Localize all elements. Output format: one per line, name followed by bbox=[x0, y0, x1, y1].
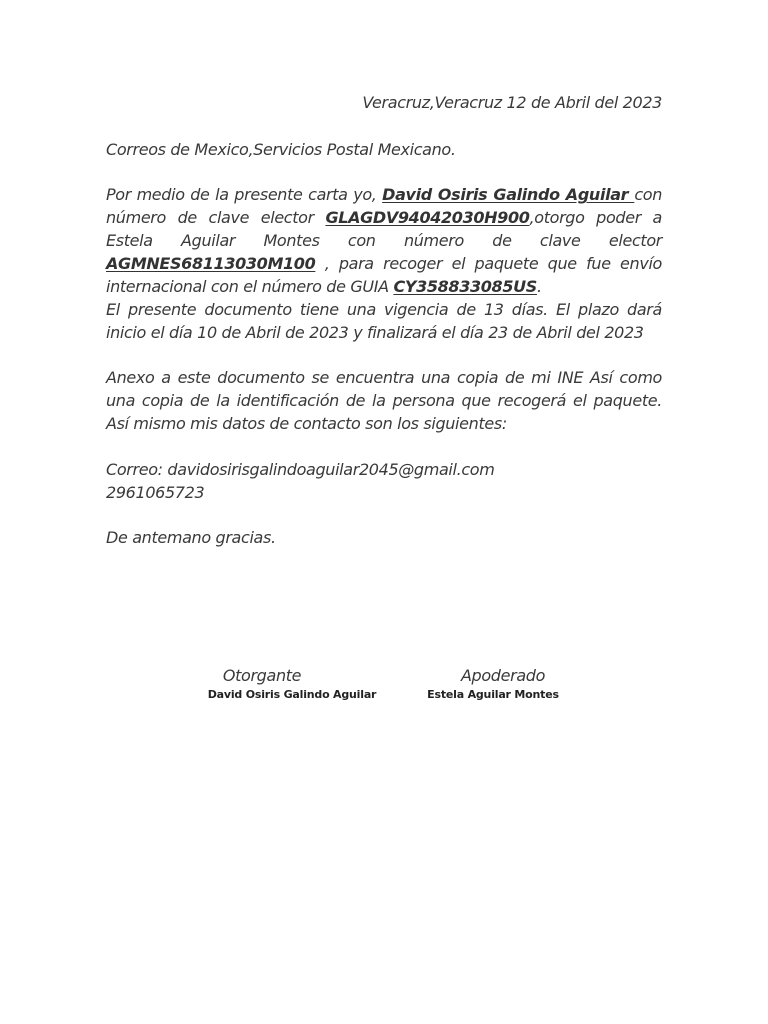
agent-role-label: Apoderado bbox=[460, 666, 546, 685]
paragraph-text: Por medio de la presente carta yo, bbox=[106, 185, 383, 204]
tracking-number: CY358833085US bbox=[393, 277, 537, 296]
grantor-signature-name: David Osiris Galindo Aguilar bbox=[207, 688, 377, 701]
authorization-paragraph bbox=[106, 183, 662, 298]
letter-date: Veracruz,Veracruz 12 de Abril del 2023 bbox=[362, 93, 662, 112]
paragraph-text: , para recoger el paquete que fue envío internacional con el número de GUIA bbox=[106, 254, 662, 296]
paragraph-text: con número de clave elector bbox=[106, 185, 663, 227]
grantor-name: David Osiris Galindo Aguilar bbox=[382, 185, 635, 204]
paragraph-text: . bbox=[536, 277, 542, 296]
contact-phone: 2961065723 bbox=[106, 483, 205, 502]
grantor-role-label: Otorgante bbox=[222, 666, 302, 685]
validity-paragraph: El presente documento tiene una vigencia de 13 días. El plazo dará inicio el día 10 de Abril de 2023 y finalizará el día 23 de Abril del 2023 bbox=[106, 300, 662, 342]
paragraph-text: ,otorgo poder a Estela Aguilar Montes con número de clave elector bbox=[106, 208, 662, 250]
attachments-paragraph: Anexo a este documento se encuentra una copia de mi INE Así como una copia de la identificación de la persona que recogerá el paquete. Así mismo mis datos de contacto son los siguientes: bbox=[106, 368, 662, 433]
agent-elector-key: AGMNES68113030M100 bbox=[106, 254, 316, 273]
agent-signature-name: Estela Aguilar Montes bbox=[427, 688, 559, 701]
grantor-elector-key: GLAGDV94042030H900 bbox=[325, 208, 530, 227]
letter-recipient: Correos de Mexico,Servicios Postal Mexicano. bbox=[106, 140, 456, 159]
letter-closing: De antemano gracias. bbox=[106, 528, 276, 547]
contact-email: Correo: davidosirisgalindoaguilar2045@gmail.com bbox=[106, 460, 495, 479]
